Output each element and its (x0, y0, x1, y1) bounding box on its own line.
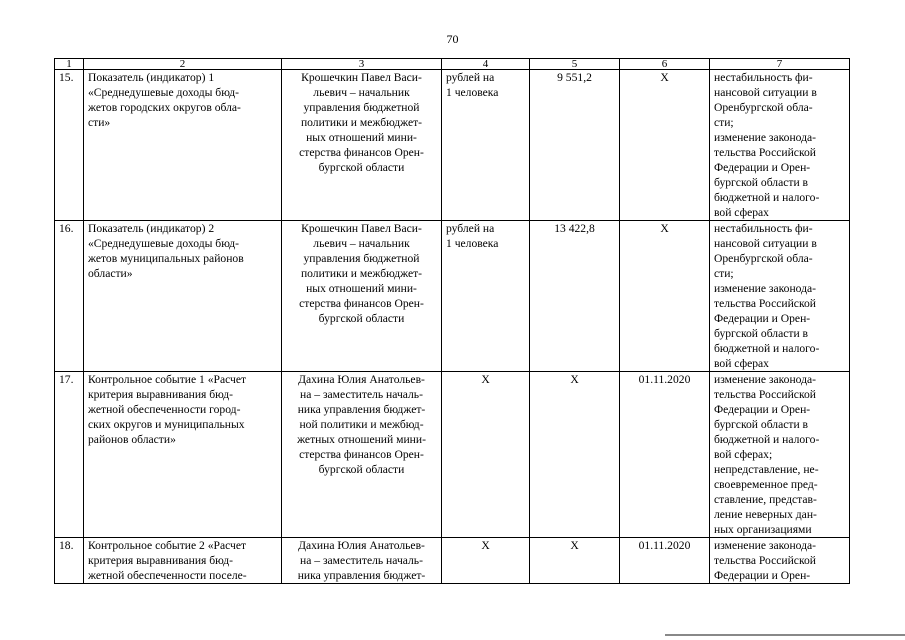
risk-description: нестабильность фи- нансовой ситуации в Оренбургской обла- сти; изменение законода- тельства Российской Федерации и Орен- бургской области в бюджетной и налого- вой сферах (710, 70, 850, 221)
planned-value: 13 422,8 (530, 221, 620, 372)
responsible-person: Дахина Юлия Анатольев- на – заместитель началь- ника управления бюджет- (282, 538, 442, 584)
indicator-name: Контрольное событие 2 «Расчет критерия выравнивания бюд- жетной обеспеченности поселе- (84, 538, 282, 584)
row-number: 17. (55, 372, 84, 538)
risk-description: изменение законода- тельства Российской Федерации и Орен- (710, 538, 850, 584)
table-row (55, 70, 850, 221)
completion-date: X (620, 221, 710, 372)
table-row (55, 538, 850, 584)
table-row (55, 221, 850, 372)
responsible-person: Крошечкин Павел Васи- льевич – начальник управления бюджетной политики и межбюджет- ных отношений мини- стерства финансов Орен- бургской области (282, 70, 442, 221)
completion-date: 01.11.2020 (620, 372, 710, 538)
column-header-3: 3 (282, 59, 442, 70)
column-header-6: 6 (620, 59, 710, 70)
indicator-name: Показатель (индикатор) 2 «Среднедушевые доходы бюд- жетов муниципальных районов области» (84, 221, 282, 372)
row-number: 18. (55, 538, 84, 584)
table-row (55, 372, 850, 538)
column-header-7: 7 (710, 59, 850, 70)
completion-date: X (620, 70, 710, 221)
unit-of-measure: X (442, 372, 530, 538)
indicator-name: Показатель (индикатор) 1 «Среднедушевые доходы бюд- жетов городских округов обла- сти» (84, 70, 282, 221)
unit-of-measure: X (442, 538, 530, 584)
planned-value: X (530, 538, 620, 584)
risk-description: нестабильность фи- нансовой ситуации в Оренбургской обла- сти; изменение законода- тельства Российской Федерации и Орен- бургской области в бюджетной и налого- вой сферах (710, 221, 850, 372)
column-header-4: 4 (442, 59, 530, 70)
planned-value: X (530, 372, 620, 538)
document-table (54, 58, 850, 584)
indicator-name: Контрольное событие 1 «Расчет критерия выравнивания бюд- жетной обеспеченности город- ских округов и муниципальных районов области» (84, 372, 282, 538)
scan-edge-line (665, 634, 905, 636)
responsible-person: Крошечкин Павел Васи- льевич – начальник управления бюджетной политики и межбюджет- ных отношений мини- стерства финансов Орен- бургской области (282, 221, 442, 372)
row-number: 15. (55, 70, 84, 221)
completion-date: 01.11.2020 (620, 538, 710, 584)
column-number-header-row (55, 59, 850, 70)
unit-of-measure: рублей на 1 человека (442, 221, 530, 372)
column-header-2: 2 (84, 59, 282, 70)
responsible-person: Дахина Юлия Анатольев- на – заместитель началь- ника управления бюджет- ной политики и межбюд- жетных отношений мини- стерства финансов Орен- бургской области (282, 372, 442, 538)
risk-description: изменение законода- тельства Российской Федерации и Орен- бургской области в бюджетной и налого- вой сферах; непредставление, не- своевременное пред- ставление, представ- ление неверных дан- ных организациями (710, 372, 850, 538)
column-header-5: 5 (530, 59, 620, 70)
column-header-1: 1 (55, 59, 84, 70)
page-number: 70 (446, 32, 459, 46)
planned-value: 9 551,2 (530, 70, 620, 221)
row-number: 16. (55, 221, 84, 372)
unit-of-measure: рублей на 1 человека (442, 70, 530, 221)
